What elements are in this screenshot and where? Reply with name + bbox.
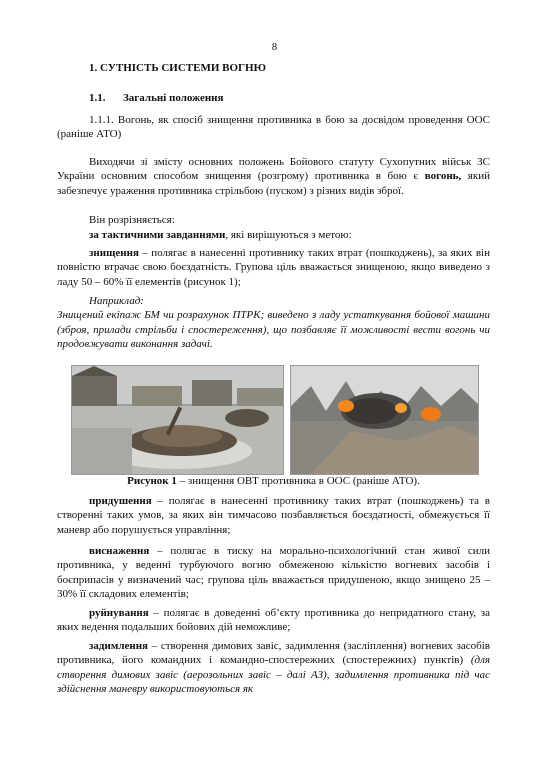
paragraph-text: – полягає в нанесенні противнику таких втрат (пошкоджень) та в створенні таких умов, за яких він тимчасово позбавляється боєздатності, обмежується її маневр або порушується управління; [57,495,490,536]
paragraph-tactical [57,228,490,242]
paragraph-destruction [57,246,490,289]
subsection-heading [89,92,223,104]
paragraph-suppression [57,494,490,537]
bold-term: придушення [89,495,152,507]
section-heading: 1. СУТНІСТЬ СИСТЕМИ ВОГНЮ [89,62,266,74]
italic-note: (для створення димових завіс (аерозольних завіс – далі АЗ), задимлення противника під час здійснення маневру використовуються як [57,654,490,695]
paragraph-intro [57,155,490,198]
paragraph-text: Він розрізняється: [89,214,175,226]
paragraph-text: – полягає в тиску на морально-психологічний стан живої сили противника, у веденні турбуючого вогню обмеженою кількістю вогневих засобів і боєприпасів у визначений час; групова ціль вважається придушеною, якщо знищено 25 – 30% її складових елементів; [57,545,490,600]
photo-destroyed-vehicle-village [71,365,284,475]
bold-term: руйнування [89,607,149,619]
figure-label: Рисунок 1 [127,475,177,487]
paragraph-smoke [57,639,490,696]
example-text: Знищений екіпаж БМ чи розрахунок ПТРК; виведено з ладу устаткування бойової машини (зброя, прилади стрільби і спостереження), що позбавляє її можливості вести вогонь чи продовжувати виконання задачі. [57,309,490,350]
paragraph-text: , які вирішуються з метою: [225,229,352,241]
paragraph-destruction-objects [57,606,490,635]
paragraph-distinguish [57,213,490,227]
paragraph-text: – створення димових завіс, задимлення (засліплення) вогневих засобів противника, його командних і командно-спостережних (спостережних) пунктів) [57,640,490,667]
bold-term: вогонь, [424,170,462,183]
example-label: Наприклад: [89,295,144,307]
subsection-title: Загальні положення [123,92,224,104]
paragraph-text: який забезпечує ураження противника стрільбою (пуском) з різних видів зброї. [57,170,490,197]
paragraph-text: Виходячи зі змісту основних положень Бойового статуту Сухопутних військ ЗС України основним способом знищення (розгрому) противника в бою є [57,156,490,183]
figure-caption [57,475,490,487]
paragraph-text: – полягає в доведенні об’єкту противника до непридатного стану, за яких ведення подальших бойових дій неможливе; [57,607,490,634]
paragraph-text: 1.1.1. Вогонь, як спосіб знищення противника в бою за досвідом проведення ООС (раніше АТО) [57,114,490,141]
subsection-number: 1.1. [89,92,106,104]
page-number: 8 [271,42,278,53]
bold-term: задимлення [89,640,148,652]
paragraph-example [57,294,490,351]
photo-burning-vehicle [290,365,479,475]
paragraph-exhaustion [57,544,490,601]
bold-term: знищення [89,247,139,259]
paragraph-text: – полягає в нанесенні противнику таких втрат (пошкоджень), за яких він повністю втрачає свою боєздатність. Групова ціль вважається знищеною, якщо виведено з ладу 50 – 60% її елементів (рисунок 1); [57,247,490,288]
paragraph-1-1-1 [57,113,490,142]
figure-caption-text: – знищення ОВТ противника в ООС (раніше АТО). [176,475,420,487]
bold-term: виснаження [89,545,150,557]
bold-term: за тактичними завданнями [89,229,226,241]
